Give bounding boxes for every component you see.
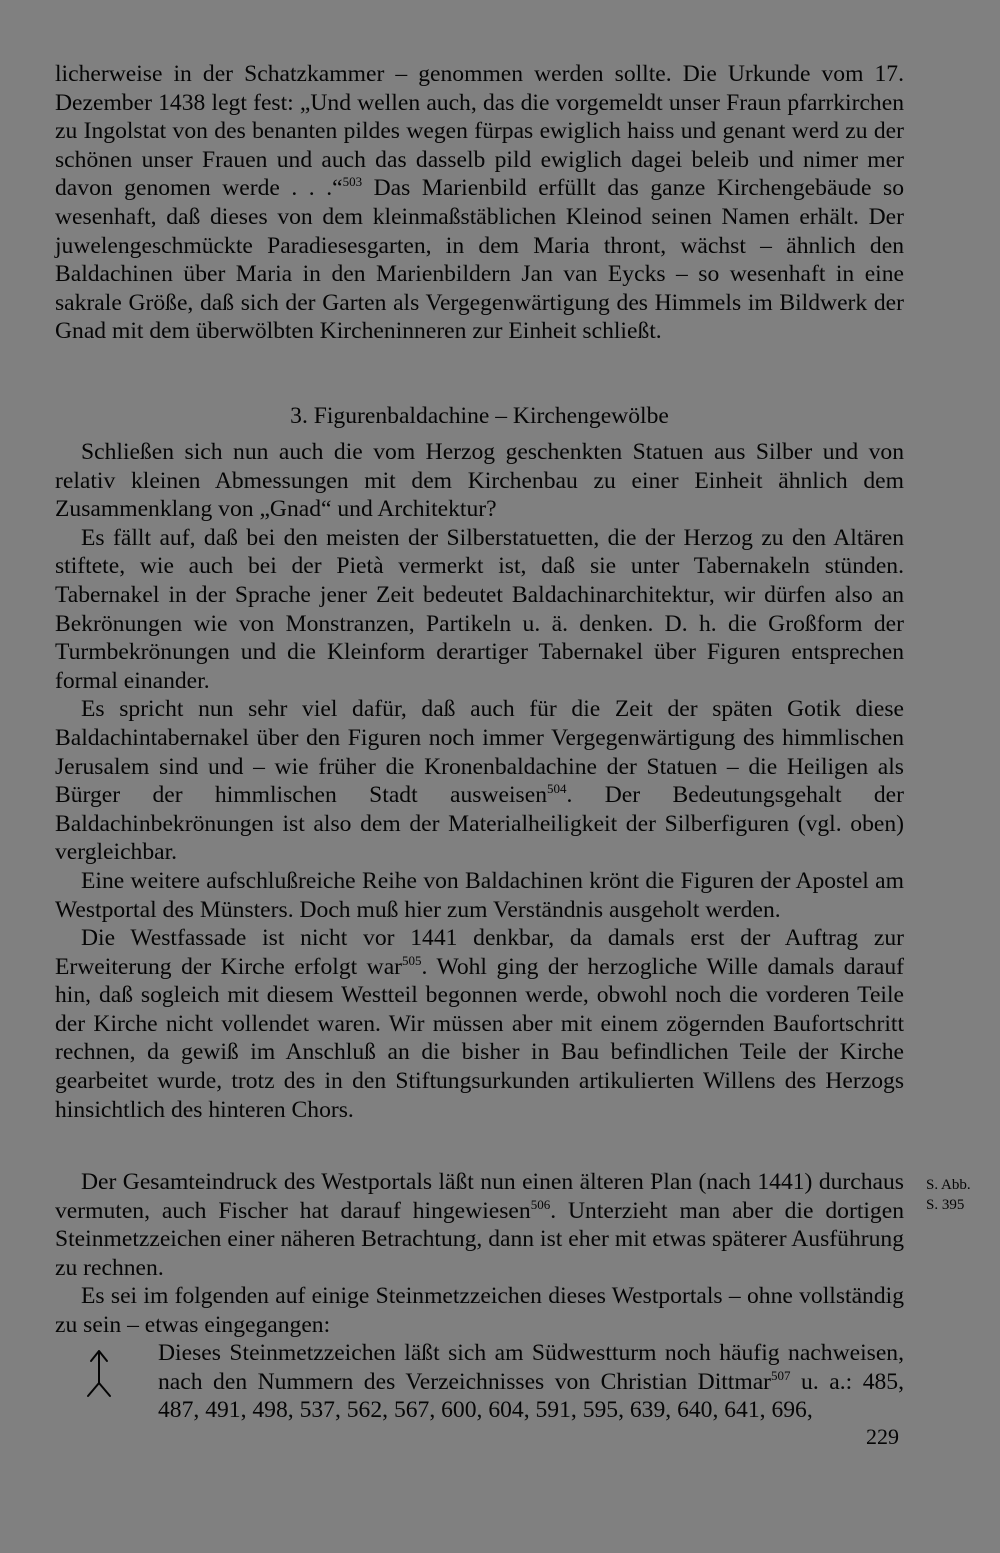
footnote-ref: 504 (547, 781, 567, 797)
paragraph-text: Die Westfassade ist nicht vor 1441 denkbar, da damals erst der Auftrag zur Erweiterung der Kirche erfolgt war (55, 925, 904, 980)
footnote-ref: 506 (530, 1196, 551, 1212)
text-block-middle (55, 438, 904, 1124)
text-block-top (55, 60, 904, 346)
margin-note-line: S. 395 (926, 1197, 965, 1213)
paragraph (55, 924, 904, 1124)
paragraph-text: Das Marienbild erfüllt das ganze Kirchengebäude so wesenhaft, daß dieses von dem kleinmaßstäblichen Kleinod seinen Namen erhält. Der juwelengeschmückte Paradiesesgarten, in dem Maria thront, wächst – ähnlich den Baldachinen über Maria in den Marienbildern Jan van Eycks – so wesenhaft in eine sakrale Größe, daß sich der Garten als Vergegenwärtigung des Himmels im Bildwerk der Gnad mit dem überwölbten Kircheninneren zur Einheit schließt. (55, 175, 904, 345)
margin-note-line: S. Abb. (926, 1177, 971, 1193)
paragraph (55, 60, 904, 346)
text-block-bottom (55, 1168, 904, 1340)
page-number: 229 (866, 1424, 899, 1449)
margin-note (926, 1175, 996, 1215)
paragraph-text: u. a.: 485, 487, 491, 498, 537, 562, 567, 600, 604, 591, 595, 639, 640, 641, 696, (158, 1368, 904, 1424)
paragraph-text: Der Gesamteindruck des Westportals läßt nun einen älteren Plan (nach 1441) durchaus vermuten, auch Fischer hat darauf hingewiesen (55, 1169, 904, 1224)
paragraph: Es fällt auf, daß bei den meisten der Silberstatuetten, die der Herzog zu den Altären stiftete, wie auch bei der Pietà vermerkt ist, daß sie unter Tabernakeln stünden. Tabernakel in der Sprache jener Zeit bedeutet Baldachinarchitektur, wir dürfen also an Bekrönungen wie von Monstranzen, Partikeln u. ä. denken. D. h. die Großform der Turmbekrönungen und die Kleinform derartiger Tabernakel über Figuren entsprechen formal einander. (55, 524, 904, 694)
footnote-ref: 505 (402, 952, 422, 968)
stonemason-mark-entry (55, 1339, 904, 1425)
stonemason-mark-icon (79, 1349, 119, 1399)
paragraph-text: Dieses Steinmetzzeichen läßt sich am Südwestturm noch häufig nachweisen, nach den Nummern des Verzeichnisses von Christian Dittmar (158, 1340, 904, 1395)
footnote-ref: 503 (342, 174, 363, 190)
paragraph-text: . Der Bedeutungsgehalt der Baldachinbekrönungen ist also dem der Materialheiligkeit der Silberfiguren (vgl. oben) vergleichbar. (55, 782, 905, 866)
paragraph-text: licherweise in der Schatzkammer – genommen werden sollte. Die Urkunde vom 17. Dezember 1438 legt fest: „Und wellen auch, das die vorgemeldt unser Fraun pfarrkirchen zu Ingolstat von des benanten pildes wegen fürpas ewiglich haiss und genant werd zu der schönen unser Frauen und auch das dasselb pild ewiglich dagei beleib und nimer mer davon genomen werde . . .“ (55, 61, 904, 202)
paragraph-text: . Wohl ging der herzogliche Wille damals darauf hin, daß sogleich mit diesem Westteil begonnen werde, obwohl noch die vorderen Teile der Kirche nicht vollendet waren. Wir müssen aber mit einem zögernden Baufortschritt rechnen, da gewiß im Anschluß an die bisher in Bau befindlichen Teile der Kirche gearbeitet wurde, trotz des in den Stiftungsurkunden artikulierten Willens des Herzogs hinsichtlich des hinteren Chors. (55, 953, 904, 1123)
paragraph (55, 1168, 904, 1282)
paragraph-text: . Unterzieht man aber die dortigen Steinmetzzeichen einer näheren Betrachtung, dann ist eher mit etwas späterer Ausführung zu rechnen. (55, 1197, 904, 1281)
footnote-ref: 507 (771, 1367, 791, 1383)
section-heading: 3. Figurenbaldachine – Kirchengewölbe (290, 403, 669, 429)
paragraph: Eine weitere aufschlußreiche Reihe von Baldachinen krönt die Figuren der Apostel am Westportal des Münsters. Doch muß hier zum Verständnis ausgeholt werden. (55, 867, 904, 923)
stonemason-mark-text (55, 1339, 904, 1425)
paragraph: Es sei im folgenden auf einige Steinmetzzeichen dieses Westportals – ohne vollständig zu sein – etwas eingegangen: (55, 1283, 904, 1338)
paragraph (55, 695, 904, 867)
paragraph: Schließen sich nun auch die vom Herzog geschenkten Statuen aus Silber und von relativ kleinen Abmessungen mit dem Kirchenbau zu einer Einheit ähnlich dem Zusammenklang von „Gnad“ und Architektur? (55, 439, 904, 523)
paragraph-text: Es spricht nun sehr viel dafür, daß auch für die Zeit der späten Gotik diese Baldachintabernakel über den Figuren noch immer Vergegenwärtigung des himmlischen Jerusalem sind und – wie früher die Kronenbaldachine der Statuen – die Heiligen als Bürger der himmlischen Stadt ausweisen (55, 696, 904, 809)
